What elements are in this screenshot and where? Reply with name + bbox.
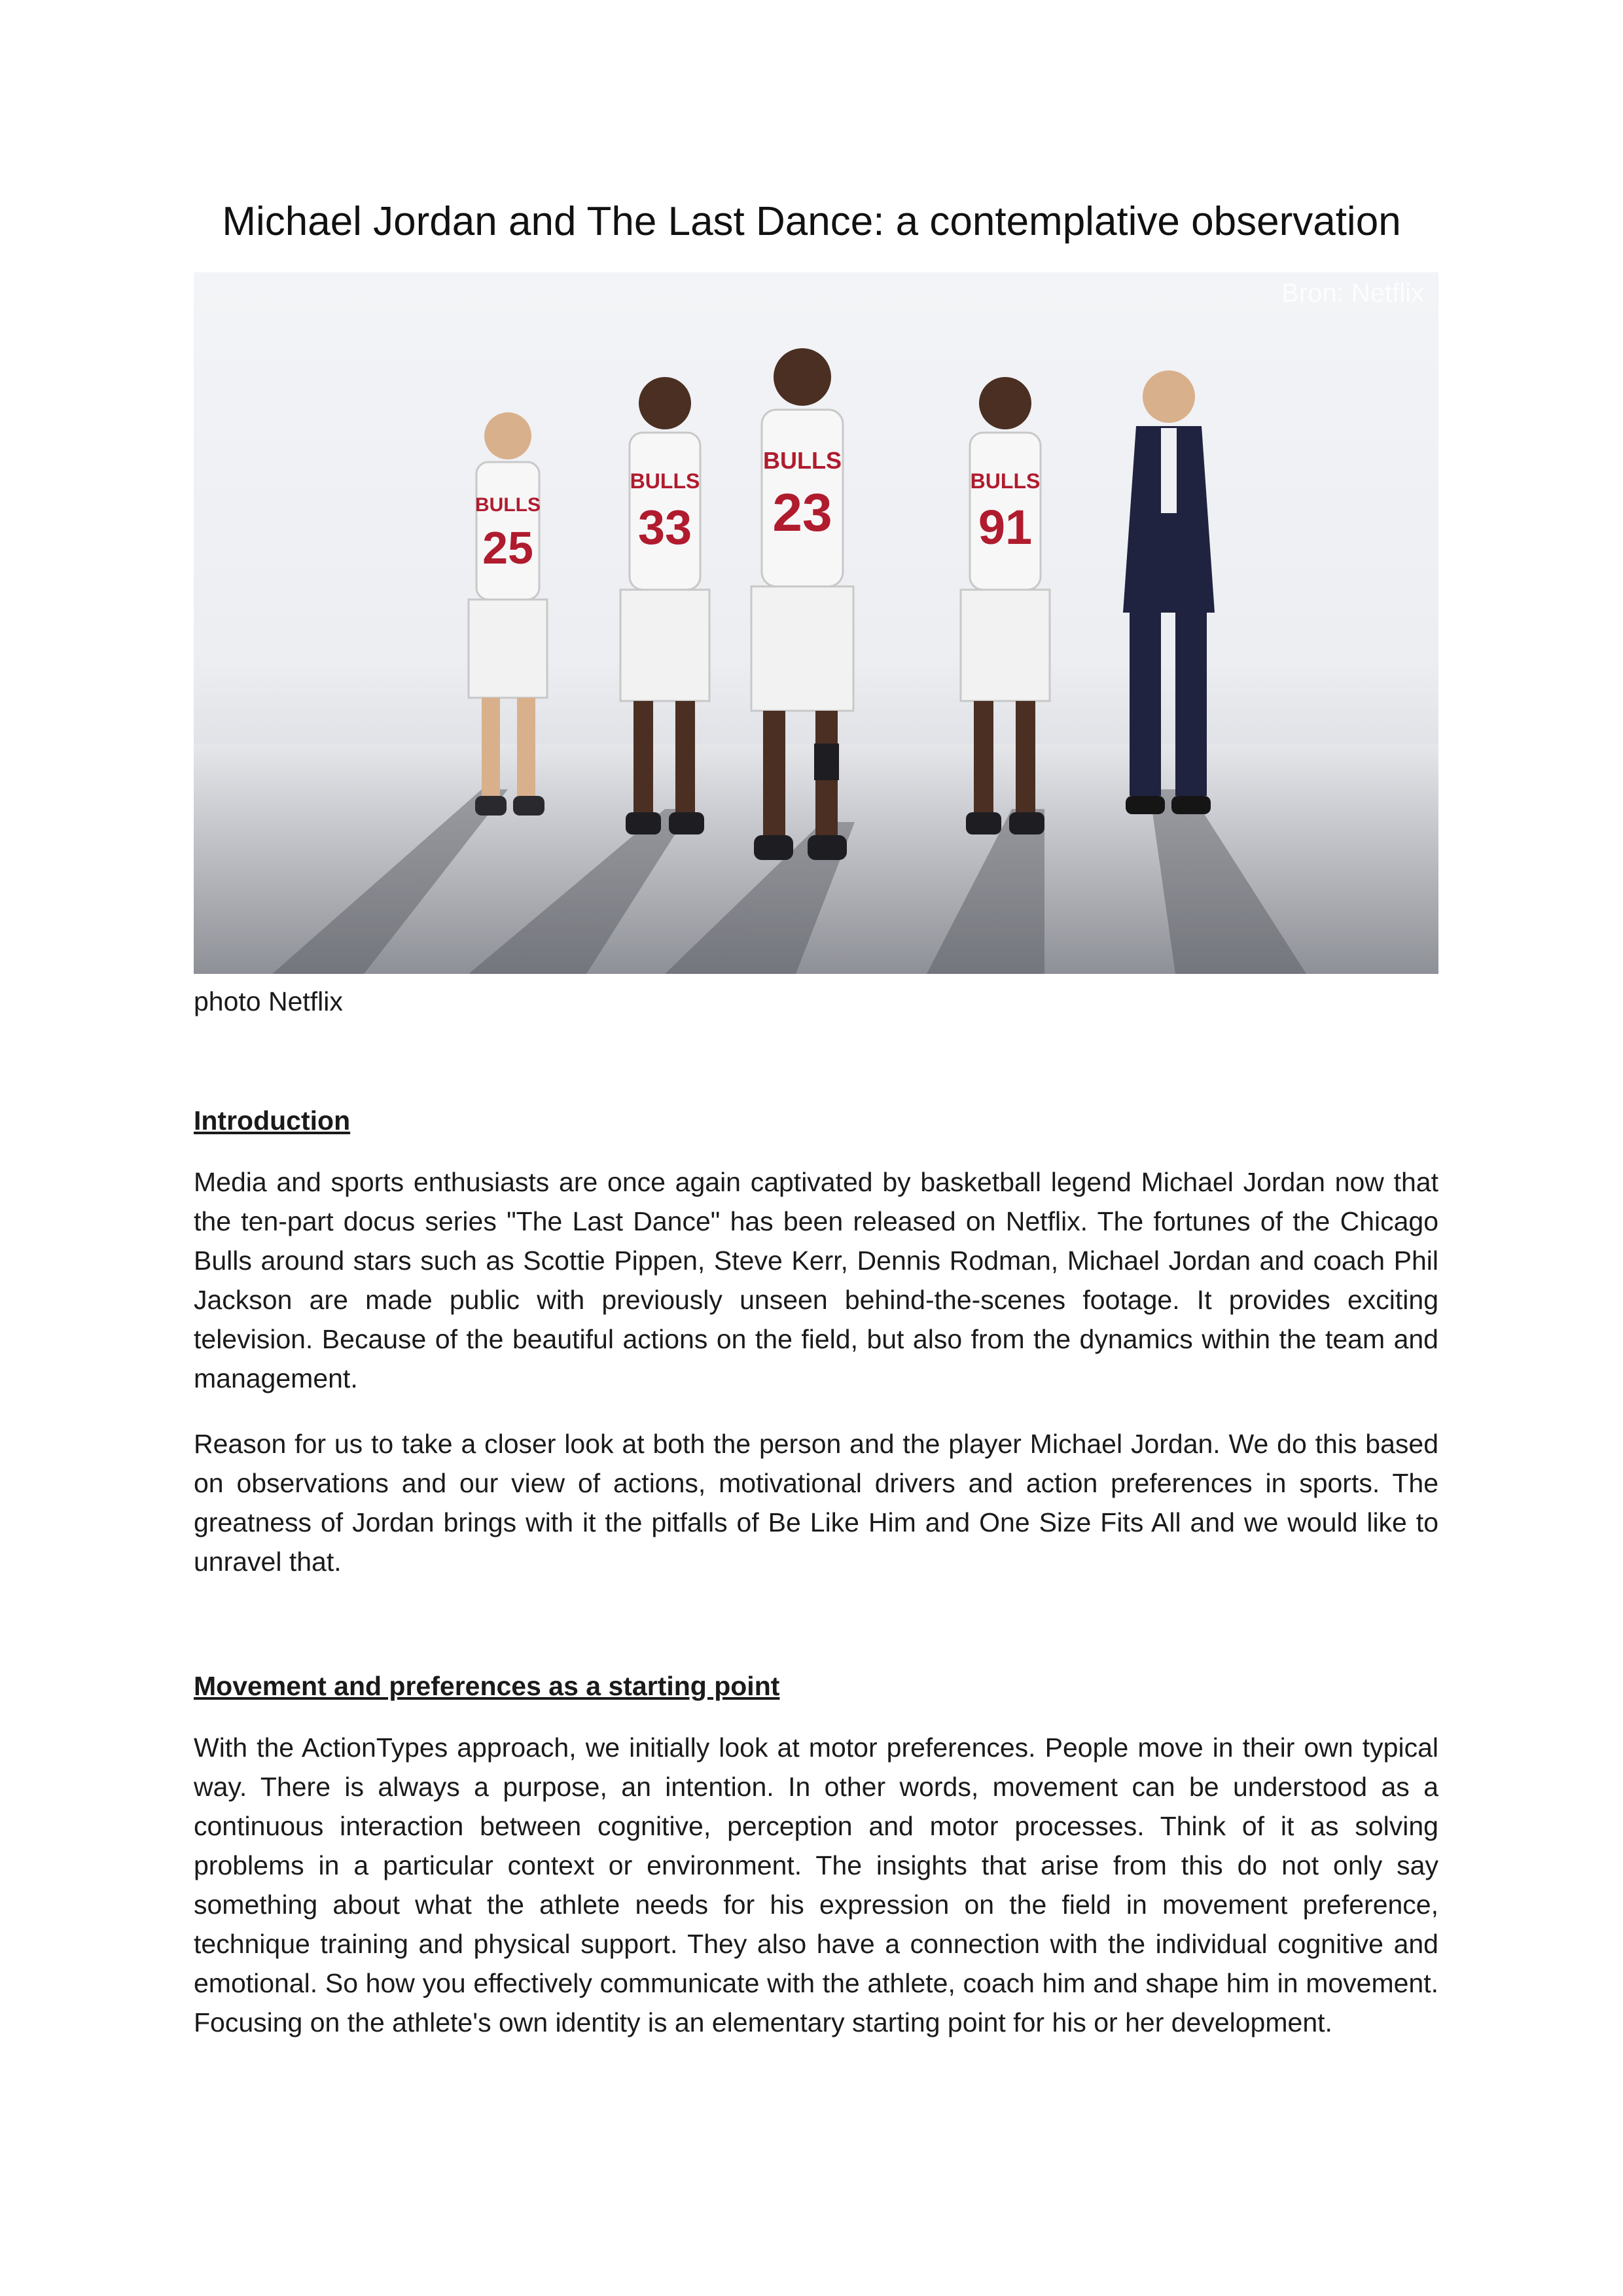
- svg-text:BULLS: BULLS: [970, 469, 1041, 493]
- svg-text:25: 25: [482, 522, 533, 573]
- svg-text:91: 91: [978, 500, 1033, 554]
- introduction-paragraph-1: Media and sports enthusiasts are once again captivated by basketball legend Michael Jordan now that the ten-part docus series "The Last Dance" has been released on Netflix. The fortunes of the Chicago Bulls around stars such as Scottie Pippen, Steve Kerr, Dennis Rodman, Michael Jordan and coach Phil Jackson are made public with previously unseen behind-the-scenes footage. It provides exciting television. Because of the beautiful actions on the field, but also from the dynamics within the team and management.: [194, 1167, 1438, 1393]
- document-title: Michael Jordan and The Last Dance: a contemplative observation: [222, 199, 1401, 244]
- svg-text:BULLS: BULLS: [630, 469, 700, 493]
- photo-watermark: Bron: Netflix: [1281, 279, 1424, 308]
- team-photo-illustration: [194, 272, 1438, 974]
- photo-caption: photo Netflix: [194, 986, 343, 1016]
- team-photo: [194, 272, 1438, 974]
- svg-text:BULLS: BULLS: [475, 494, 541, 516]
- svg-text:33: 33: [637, 500, 692, 554]
- introduction-heading: Introduction: [194, 1105, 351, 1136]
- svg-text:BULLS: BULLS: [763, 447, 842, 474]
- svg-text:23: 23: [772, 483, 832, 543]
- movement-heading: Movement and preferences as a starting point: [194, 1671, 780, 1701]
- movement-paragraph-1: With the ActionTypes approach, we initially look at motor preferences. People move in their own typical way. There is always a purpose, an intention. In other words, movement can be understood as a continuous interaction between cognitive, perception and motor processes. Think of it as solving problems in a particular context or environment. The insights that arise from this do not only say something about what the athlete needs for his expression on the field in movement preference, technique training and physical support. They also have a connection with the individual cognitive and emotional. So how you effectively communicate with the athlete, coach him and shape him in movement. Focusing on the athlete's own identity is an elementary starting point for his or her development.: [194, 1732, 1438, 2037]
- introduction-paragraph-2: Reason for us to take a closer look at both the person and the player Michael Jordan. We do this based on observations and our view of actions, motivational drivers and action preferences in sports. The greatness of Jordan brings with it the pitfalls of Be Like Him and One Size Fits All and we would like to unravel that.: [194, 1429, 1438, 1577]
